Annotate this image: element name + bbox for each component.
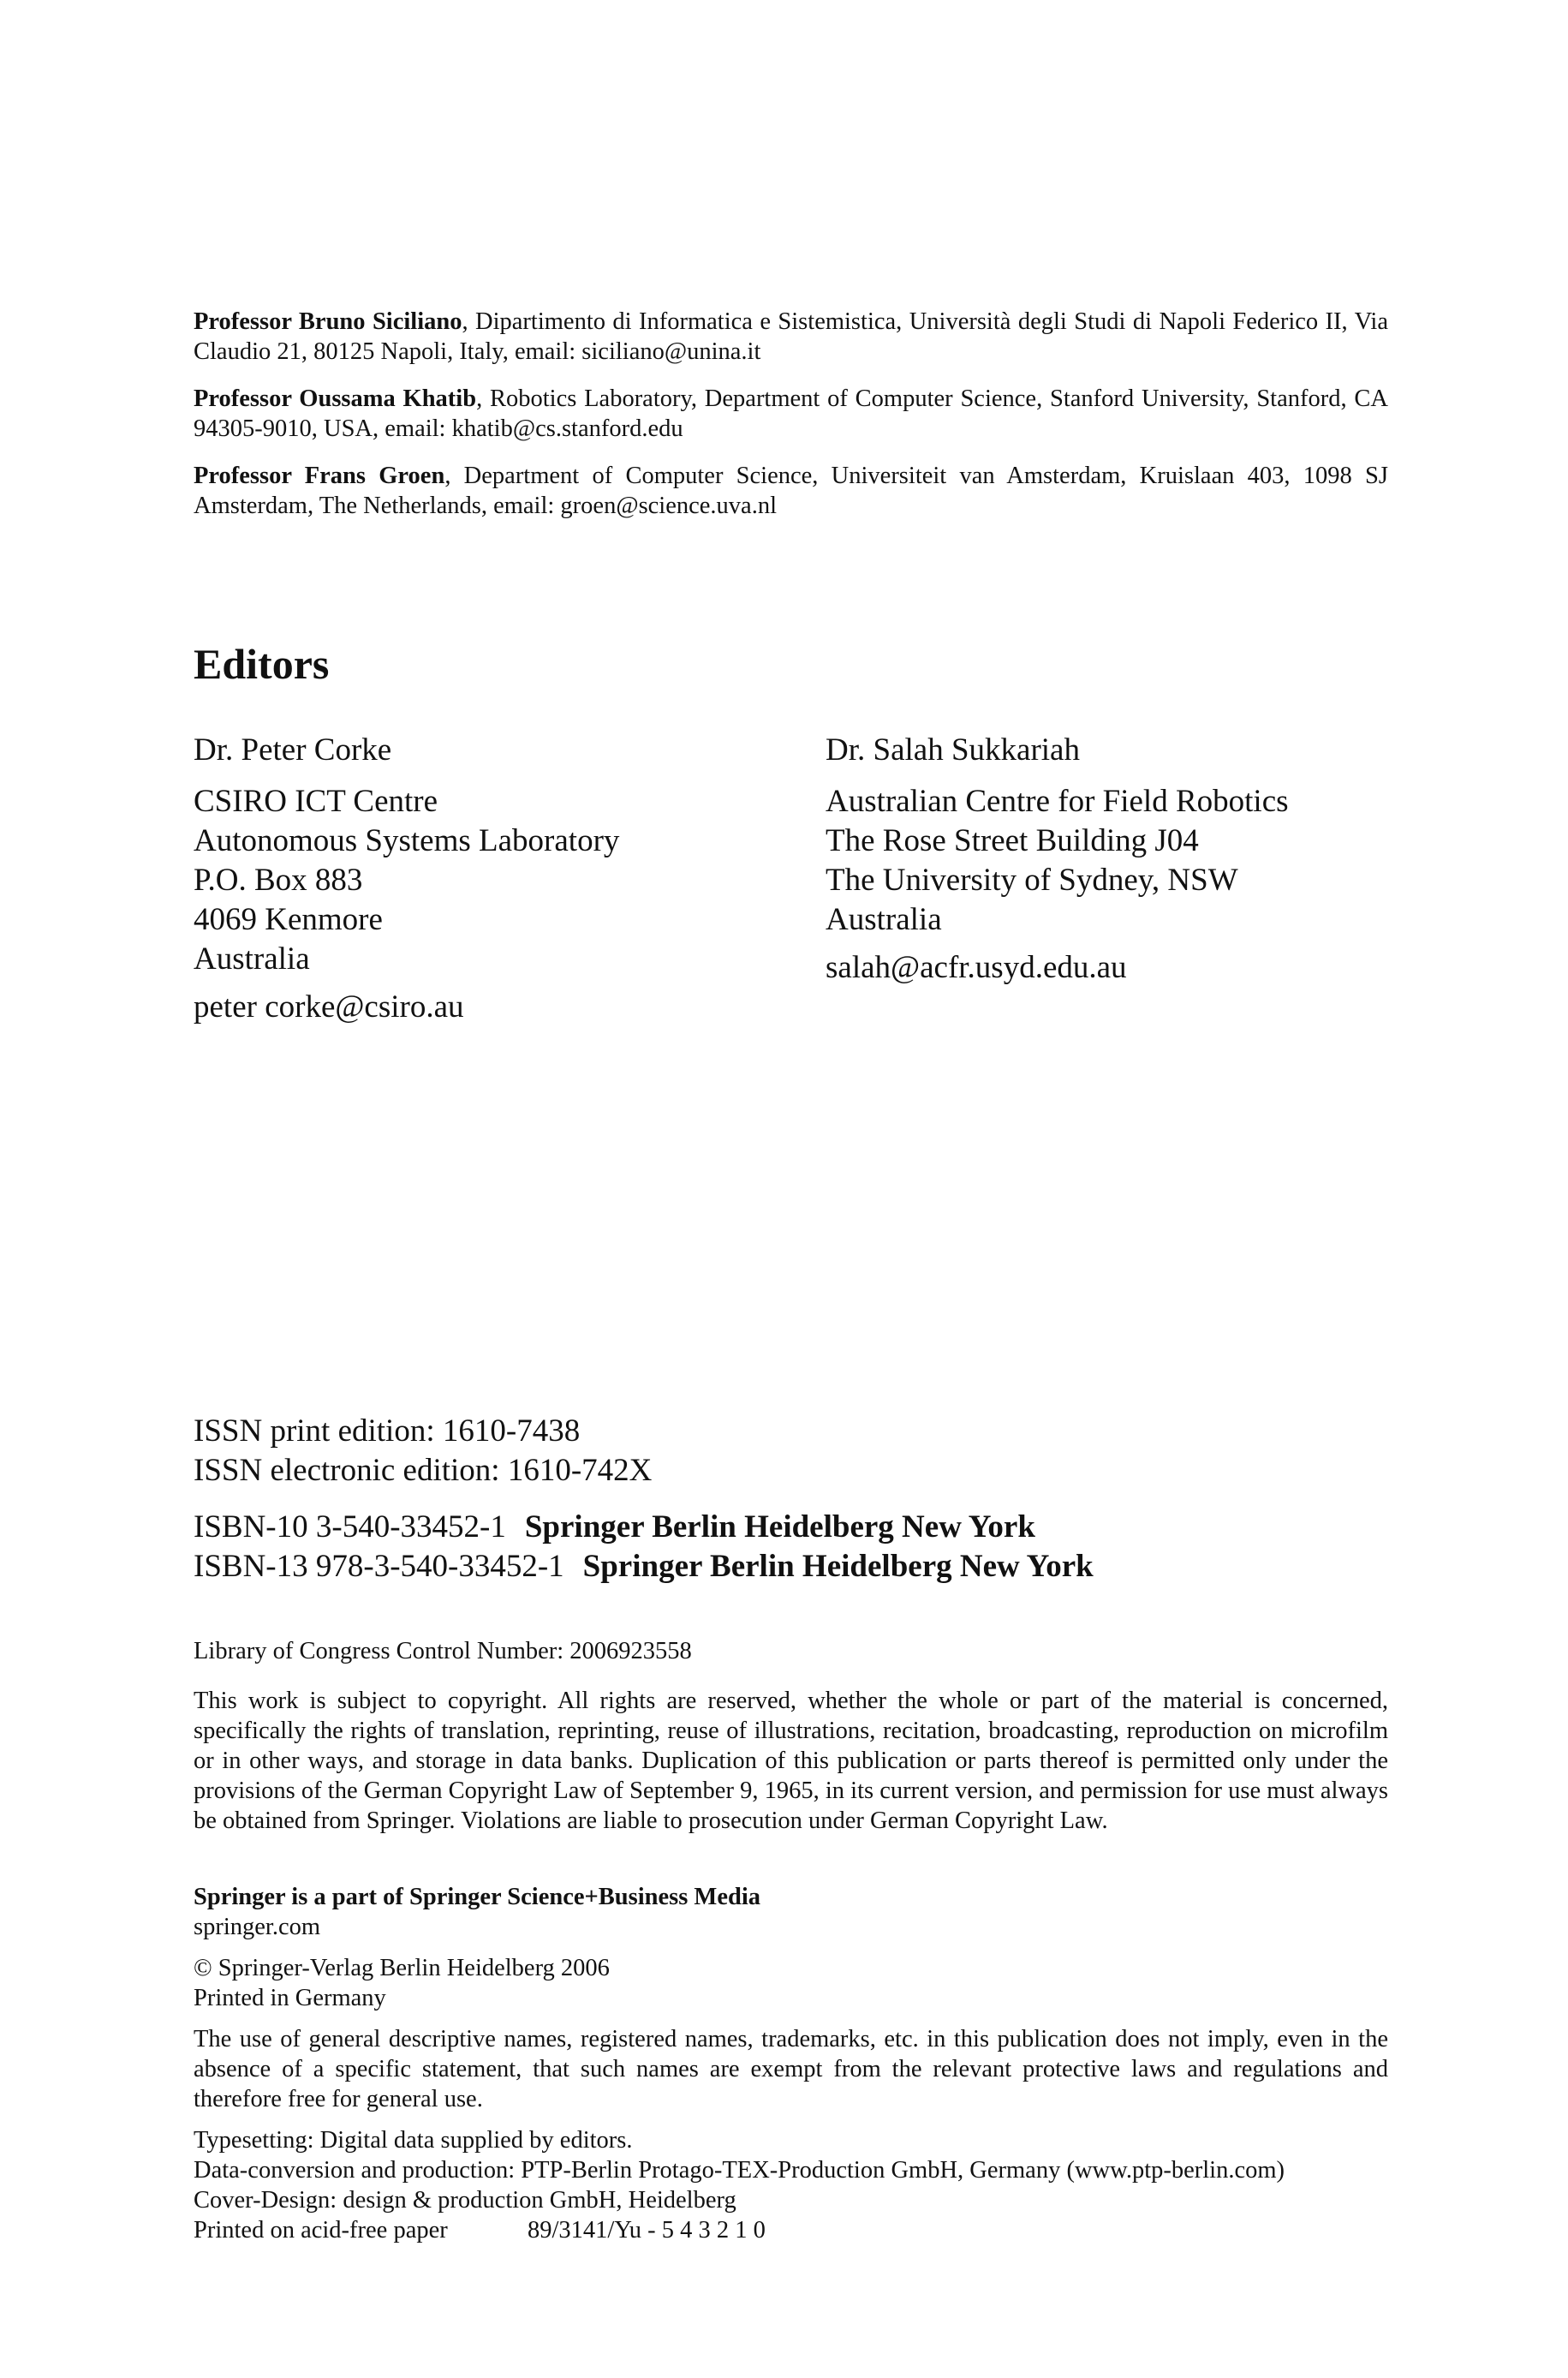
cover-design: Cover-Design: design & production GmbH, Heidelberg <box>194 2187 736 2214</box>
editor-address-line: Australia <box>194 941 310 977</box>
isbn-publisher: Springer Berlin Heidelberg New York <box>524 1509 1035 1545</box>
editor-email: salah@acfr.usyd.edu.au <box>826 950 1127 985</box>
paper-info: Printed on acid-free paper <box>194 2217 448 2244</box>
isbn-block <box>194 1508 1388 1586</box>
editor-email: peter corke@csiro.au <box>194 989 464 1025</box>
series-editors <box>194 307 1388 538</box>
series-editor-entry <box>194 384 1388 444</box>
editor-address-line: Australian Centre for Field Robotics <box>826 784 1289 819</box>
editor-address-line: Australia <box>826 902 942 937</box>
isbn-publisher: Springer Berlin Heidelberg New York <box>582 1549 1094 1584</box>
issn-electronic: ISSN electronic edition: 1610-742X <box>194 1453 653 1488</box>
editor-address-line: CSIRO ICT Centre <box>194 784 438 819</box>
copyright-line: © Springer-Verlag Berlin Heidelberg 2006 <box>194 1955 610 1981</box>
editor-sukkariah <box>826 731 1425 988</box>
isbn-number: ISBN-10 3-540-33452-1 <box>194 1509 506 1545</box>
editor-address-line: 4069 Kenmore <box>194 902 383 937</box>
isbn-line <box>194 1508 1388 1547</box>
editor-name: Dr. Salah Sukkariah <box>826 732 1080 768</box>
copyright-notice-text: This work is subject to copyright. All rights are reserved, whether the whole or part of the material is concerned, specifically the rights of translation, reprinting, reuse of illustrations, recitation, broadcasting, reproduction on microfilm or in other ways, and storage in data banks. Duplication of this publication or parts thereof is permitted only under the provisions of the German Copyright Law of September 9, 1965, in its current version, and permission for use must always be obtained from Springer. Violations are liable to prosecution under German Copyright Law. <box>194 1688 1388 1834</box>
typesetting: Typesetting: Digital data supplied by editors. <box>194 2127 633 2154</box>
springer-url: springer.com <box>194 1914 321 1940</box>
series-editor-entry <box>194 461 1388 521</box>
editor-address-line: Autonomous Systems Laboratory <box>194 823 620 858</box>
production-block <box>194 2125 1388 2245</box>
isbn-number: ISBN-13 978-3-540-33452-1 <box>194 1549 564 1584</box>
series-editor-details: , Dipartimento di Informatica e Sistemistica, Università degli Studi di Napoli Federico II, Via Claudio 21, 80125 Napoli, Italy, email: siciliano@unina.it <box>194 308 1389 365</box>
editor-address-line: The University of Sydney, NSW <box>826 863 1238 898</box>
print-code: 89/3141/Yu - 5 4 3 2 1 0 <box>528 2217 766 2244</box>
series-editor-details: , Department of Computer Science, Universiteit van Amsterdam, Kruislaan 403, 1098 SJ Amsterdam, The Netherlands, email: groen@science.uva.nl <box>194 463 1388 519</box>
trademark-notice-text: The use of general descriptive names, registered names, trademarks, etc. in this publication does not imply, even in the absence of a specific statement, that such names are exempt from the relevant protective laws and regulations and therefore free for general use. <box>194 2026 1388 2112</box>
springer-part: Springer is a part of Springer Science+Business Media <box>194 1884 760 1910</box>
springer-part-block <box>194 1882 1388 1942</box>
copyright-notice <box>194 1686 1388 1836</box>
editor-name: Dr. Peter Corke <box>194 732 392 768</box>
editor-corke <box>194 731 793 1027</box>
series-editor-entry <box>194 307 1388 367</box>
series-editor-name: Professor Frans Groen <box>194 463 445 489</box>
isbn-line <box>194 1547 1388 1586</box>
series-editor-name: Professor Bruno Siciliano <box>194 308 462 335</box>
series-editor-details: , Robotics Laboratory, Department of Computer Science, Stanford University, Stanford, CA 94305-9010, USA, email: khatib@cs.stanford.edu <box>194 385 1388 442</box>
editor-address-line: P.O. Box 883 <box>194 863 363 898</box>
trademark-notice <box>194 2024 1388 2114</box>
copyright-block <box>194 1953 1388 2013</box>
printed-in: Printed in Germany <box>194 1985 386 2011</box>
issn-print: ISSN print edition: 1610-7438 <box>194 1413 581 1449</box>
editors-heading: Editors <box>194 640 330 688</box>
data-conversion: Data-conversion and production: PTP-Berlin Protago-TEX-Production GmbH, Germany (www.ptp-berlin.com) <box>194 2157 1285 2184</box>
paper-line <box>194 2215 1388 2245</box>
lccn: Library of Congress Control Number: 2006923558 <box>194 1638 692 1664</box>
series-editor-name: Professor Oussama Khatib <box>194 385 477 412</box>
editor-address-line: The Rose Street Building J04 <box>826 823 1199 858</box>
issn-block <box>194 1412 1388 1491</box>
